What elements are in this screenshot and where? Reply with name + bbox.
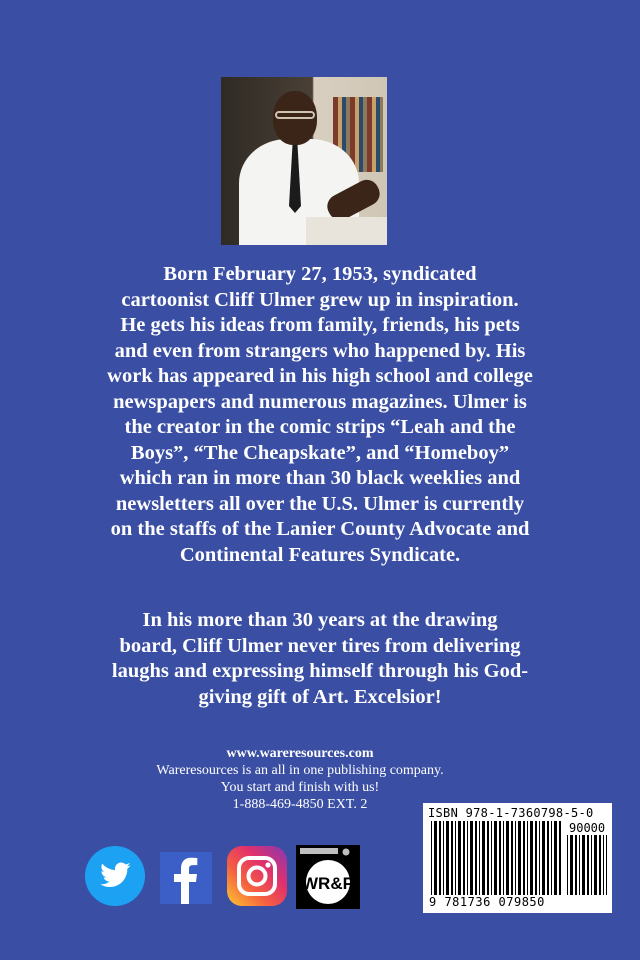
publisher-tagline: Wareresources is an all in one publishing company. — [156, 763, 444, 778]
barcode-digits: 9 781736 079850 — [429, 895, 545, 909]
isbn-barcode — [423, 803, 612, 913]
publisher-phone: 1-888-469-4850 EXT. 2 — [232, 797, 368, 812]
publisher-url[interactable]: www.wareresources.com — [226, 746, 374, 761]
barcode-bars — [431, 821, 563, 895]
author-photo — [221, 77, 387, 245]
publisher-slogan: You start and finish with us! — [220, 780, 380, 795]
bio-paragraph-2: In his more than 30 years at the drawing board, Cliff Ulmer never tires from delivering laughs and expressing himself through his God- giving gift of Art. Excelsior! — [111, 609, 529, 708]
bio-paragraph-1: Born February 27, 1953, syndicated cartoonist Cliff Ulmer grew up in inspiration. He gets his ideas from family, friends, his pets and even from strangers who happened by. His work has appeared in his high school and college newspapers and numerous magazines. Ulmer is the creator in the comic strips “Leah and the Boys”, “The Cheapskate”, and “Homeboy” which ran in more than 30 black weeklies and newsletters all over the U.S. Ulmer is currently on the staffs of the Lanier County Advocate and Continental Features Syndicate. — [107, 263, 533, 566]
wrp-logo-text: WR&P — [302, 874, 354, 893]
price-code: 90000 — [569, 821, 606, 835]
facebook-icon[interactable] — [160, 852, 212, 904]
wrp-logo — [296, 845, 360, 909]
twitter-icon[interactable] — [83, 845, 147, 907]
instagram-icon[interactable] — [226, 845, 288, 907]
price-barcode-bars — [567, 835, 607, 895]
isbn-text: ISBN 978-1-7360798-5-0 — [428, 806, 594, 820]
